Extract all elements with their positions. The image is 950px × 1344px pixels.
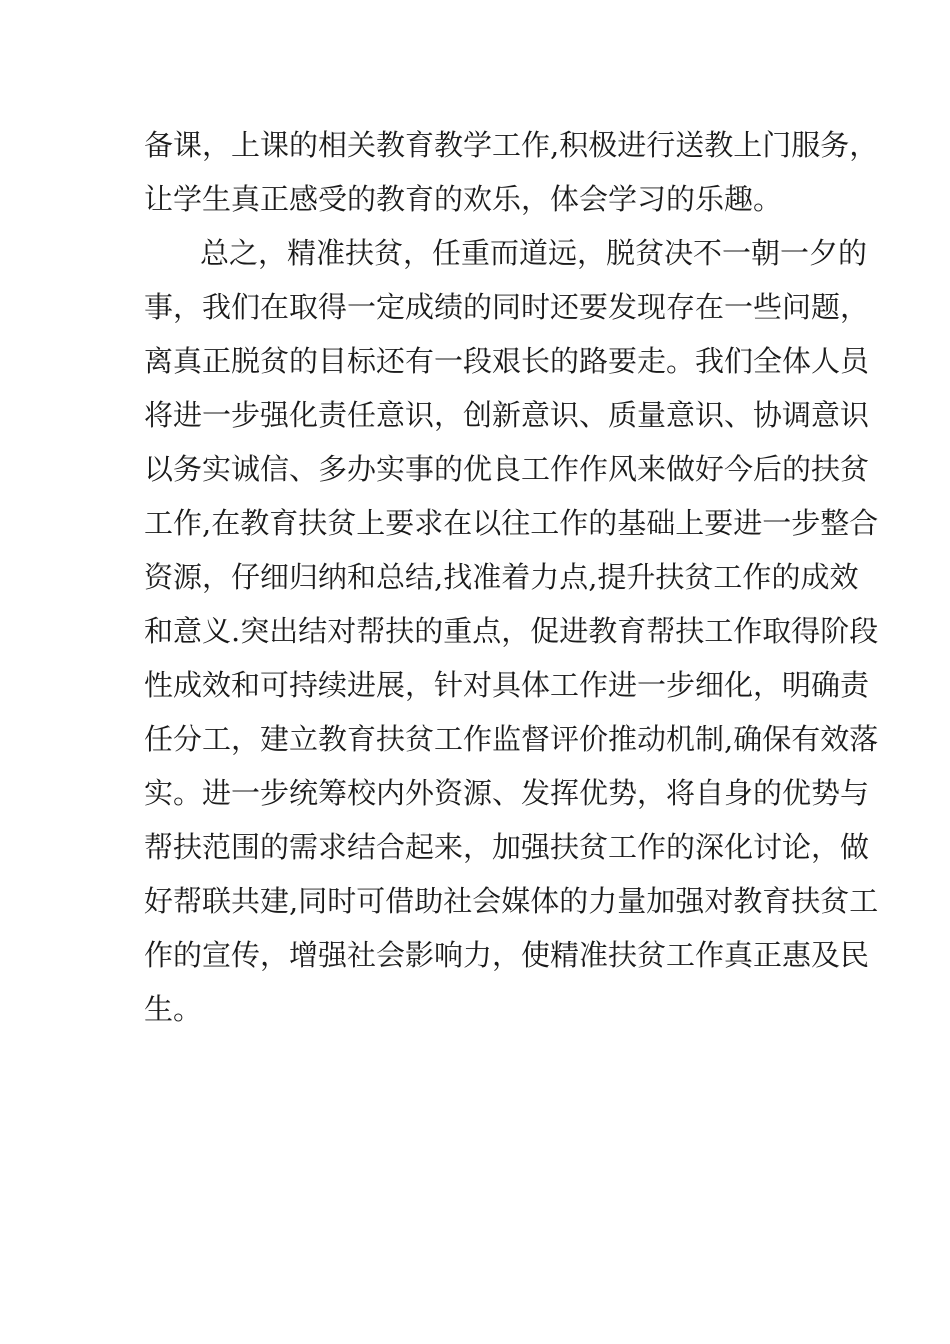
- text-line: 实。进一步统筹校内外资源、发挥优势，将自身的优势与: [144, 776, 870, 810]
- body-text: [144, 118, 879, 1036]
- paragraph-continuation: [144, 118, 879, 226]
- text-line: 好帮联共建,同时可借助社会媒体的力量加强对教育扶贫工: [144, 884, 879, 918]
- paragraph-conclusion: [144, 226, 879, 1036]
- text-line: 备课，上课的相关教育教学工作,积极进行送教上门服务，: [144, 128, 879, 162]
- text-line: 将进一步强化责任意识，创新意识、质量意识、协调意识: [144, 398, 870, 432]
- text-line: 资源，仔细归纳和总结,找准着力点,提升扶贫工作的成效: [144, 560, 859, 594]
- text-line: 性成效和可持续进展，针对具体工作进一步细化，明确责: [144, 668, 870, 702]
- text-line: 帮扶范围的需求结合起来，加强扶贫工作的深化讨论，做: [144, 830, 870, 864]
- text-line: 总之，精准扶贫，任重而道远，脱贫决不一朝一夕的: [200, 236, 868, 270]
- text-line: 让学生真正感受的教育的欢乐，体会学习的乐趣。: [144, 182, 783, 216]
- text-line: 事，我们在取得一定成绩的同时还要发现存在一些问题，: [144, 290, 870, 324]
- text-line: 工作,在教育扶贫上要求在以往工作的基础上要进一步整合: [144, 506, 879, 540]
- text-line: 任分工，建立教育扶贫工作监督评价推动机制,确保有效落: [144, 722, 879, 756]
- text-line: 离真正脱贫的目标还有一段艰长的路要走。我们全体人员: [144, 344, 870, 378]
- text-line: 作的宣传，增强社会影响力，使精准扶贫工作真正惠及民: [144, 938, 870, 972]
- text-line: 和意义.突出结对帮扶的重点，促进教育帮扶工作取得阶段: [144, 614, 879, 648]
- text-line: 生。: [144, 992, 203, 1026]
- text-line: 以务实诚信、多办实事的优良工作作风来做好今后的扶贫: [144, 452, 870, 486]
